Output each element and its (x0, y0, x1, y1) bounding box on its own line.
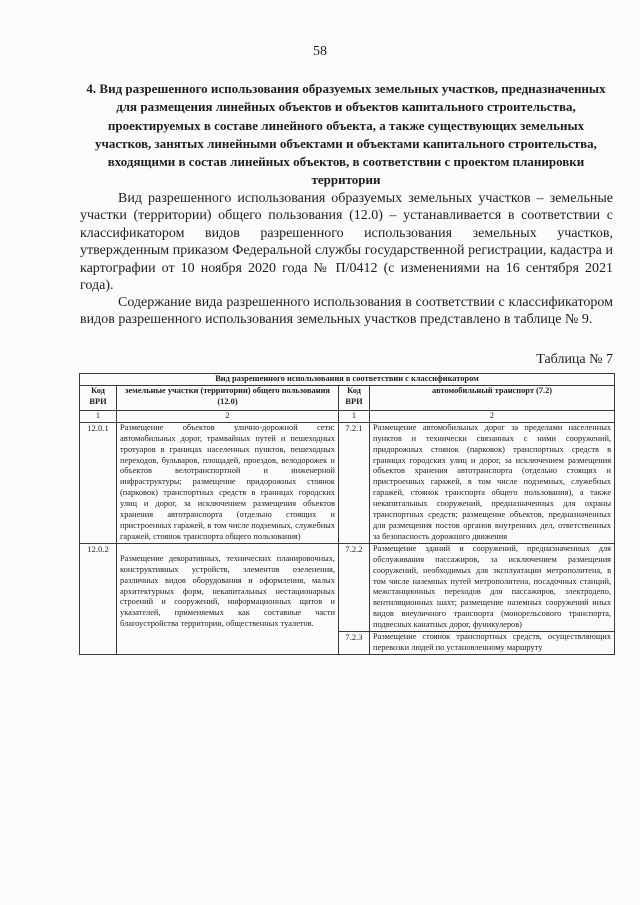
header-name-left: земельные участки (территории) общего пользования (12.0) (117, 385, 339, 410)
code-cell: 7.2.3 (339, 632, 370, 655)
table-row (80, 543, 615, 631)
column-number: 2 (117, 410, 339, 422)
table-title-row (80, 374, 615, 386)
code-cell: 12.0.2 (80, 543, 117, 654)
header-code-right: Код ВРИ (339, 385, 370, 410)
description-cell: Размещение декоративных, технических планировочных, конструктивных устройств, элементов озеленения, различных видов оборудования и оформления, малых архитектурных форм, некапитальных нестационарных строений и сооружений, информационных щитов и указателей, применяемых как составные части благоустройства территории, общественных туалетов. (117, 543, 339, 654)
table-numbering-row (80, 410, 615, 422)
code-cell: 12.0.1 (80, 422, 117, 543)
classification-table (79, 373, 615, 655)
table-header-row (80, 385, 615, 410)
table-title: Вид разрешенного использования в соответствии с классификатором (80, 374, 615, 386)
paragraph-1: Вид разрешенного использования образуемых земельных участков – земельные участки (территории) общего пользования (12.0) – устанавливается в соответствии с классификатором видов разрешенного использования земельных участков, утвержденным приказом Федеральной службы государственной регистрации, кадастра и картографии от 10 ноября 2020 года № П/0412 (с изменениями на 16 сентября 2021 года). (80, 191, 613, 294)
page-number: 58 (313, 44, 327, 59)
description-cell: Размещение стоянок транспортных средств, осуществляющих перевозки людей по установленному маршруту (370, 632, 615, 655)
section-heading: 4. Вид разрешенного использования образуемых земельных участков, предназначенных для размещения линейных объектов и объектов капитального строительства, проектируемых в составе линейного объекта, а также существующих земельных участков, занятых линейными объектами и объектами капитального строительства, входящими в состав линейных объектов, в соответствии с проектом планировки территории (86, 81, 606, 188)
column-number: 1 (339, 410, 370, 422)
table-row (80, 422, 615, 543)
table-caption: Таблица № 7 (536, 352, 613, 367)
description-cell: Размещение объектов улично-дорожной сети: автомобильных дорог, трамвайных путей и пешеходных тротуаров в границах населенных пунктов, пешеходных переходов, бульваров, площадей, проездов, велодорожек и объектов велотранспортной и инженерной инфраструктуры; размещение придорожных стоянок (парковок) транспортных средств в границах городских улиц и дорог, за исключением размещения объектов хранения автотранспорта (отдельно стоящих и пристроенных гаражей, в том числе подземных, служебных гаражей, стоянок транспорта общего пользования) (117, 422, 339, 543)
header-name-right: автомобильный транспорт (7.2) (370, 385, 615, 410)
description-cell: Размещение автомобильных дорог за пределами населенных пунктов и технически связанных с ними сооружений, придорожных стоянок (парковок) транспортных средств в границах городских улиц и дорог, за исключением размещения объектов хранения автотранспорта (отдельно стоящих и пристроенных гаражей, в том числе подземных, служебных гаражей, стоянок транспорта общего пользования), а также некапитальных сооружений, предназначенных для охраны транспортных средств; размещение объектов, предназначенных для размещения постов органов внутренних дел, ответственных за безопасность дорожного движения (370, 422, 615, 543)
column-number: 2 (370, 410, 615, 422)
header-code-left: Код ВРИ (80, 385, 117, 410)
paragraph-2: Содержание вида разрешенного использования в соответствии с классификатором видов разрешенного использования земельных участков представлено в таблице № 9. (80, 295, 613, 328)
code-cell: 7.2.2 (339, 543, 370, 631)
code-cell: 7.2.1 (339, 422, 370, 543)
column-number: 1 (80, 410, 117, 422)
description-cell: Размещение зданий и сооружений, предназначенных для обслуживания пассажиров, за исключением размещения сооружений, необходимых для эксплуатации метрополитена, в том числе наземных путей метрополитена, посадочных станций, межстанционных переходов для пассажиров, электродепо, вентиляционных шахт; размещение наземных сооружений иных видов внеуличного транспорта (монорельсового транспорта, подвесных канатных дорог, фуникулеров) (370, 543, 615, 631)
